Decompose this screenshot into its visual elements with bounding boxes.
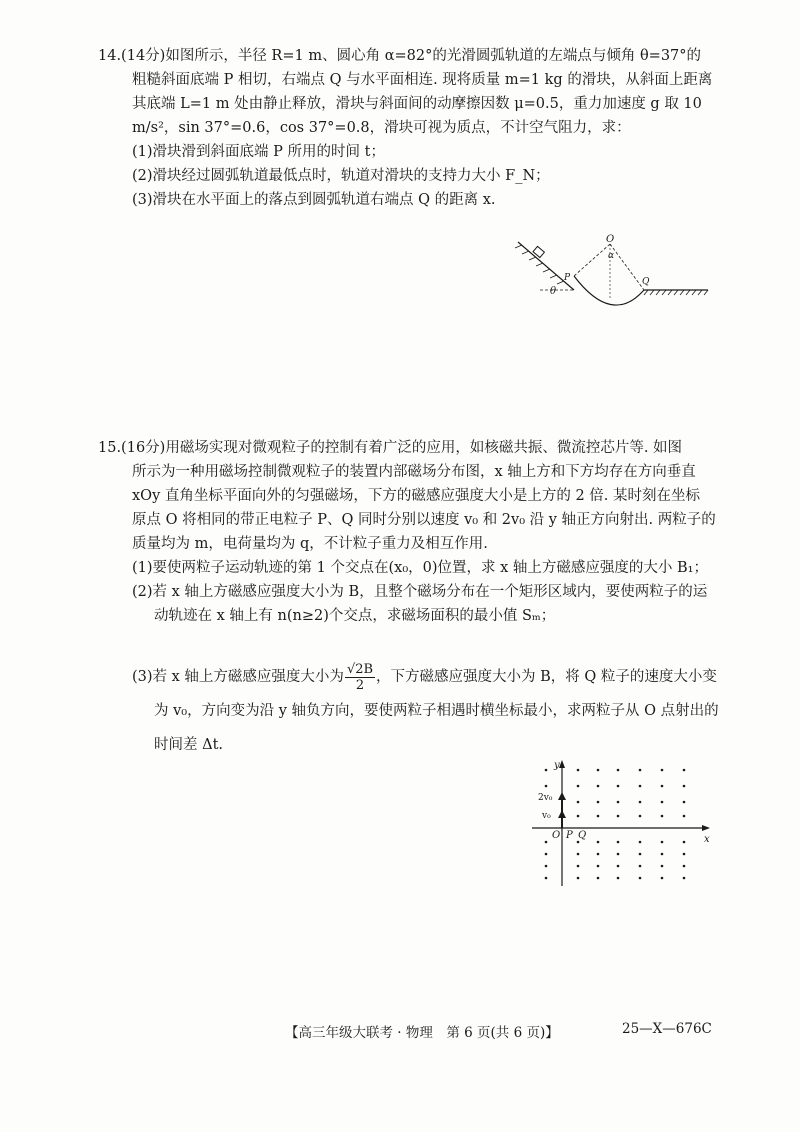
fraction-numerator: √2B: [346, 661, 374, 677]
field-dot: [577, 853, 580, 856]
point-p-label: P: [564, 273, 571, 283]
origin-o-label: O: [552, 830, 561, 841]
q15-figure: [528, 758, 718, 888]
center-o-label: O: [606, 234, 615, 245]
field-dot: [577, 841, 580, 844]
field-dot: [617, 841, 620, 844]
field-dot: [577, 865, 580, 868]
field-dot: [639, 865, 642, 868]
question-14: [98, 44, 738, 212]
field-dot: [577, 769, 580, 772]
field-dot: [597, 785, 600, 788]
field-dot: [683, 815, 686, 818]
ground-hatch: [644, 290, 708, 295]
q15-line-2: 所示为一种用磁场控制微观粒子的装置内部磁场分布图，x 轴上方和下方均存在方向垂直: [132, 464, 696, 480]
q14-sub-1: (1)滑块滑到斜面底端 P 所用的时间 t；: [132, 144, 385, 160]
field-dot: [661, 801, 664, 804]
field-dot: [661, 841, 664, 844]
field-dot: [661, 815, 664, 818]
field-dot: [661, 865, 664, 868]
q15-sub-3-line-2: 为 v₀，方向变为沿 y 轴负方向，要使两粒子相遇时横坐标最小，求两粒子从 O 点射出的: [154, 703, 719, 719]
velocity-v0-head: [558, 810, 566, 818]
field-dot: [683, 853, 686, 856]
question-15: [98, 436, 738, 628]
field-dot: [597, 865, 600, 868]
q14-line-1: 14.(14分)如图所示，半径 R=1 m、圆心角 α=82°的光滑圆弧轨道的左端点与倾角 θ=37°的: [98, 48, 702, 64]
q14-figure: [512, 234, 712, 304]
point-q-label: Q: [642, 277, 650, 287]
label-v0: v₀: [542, 811, 551, 821]
field-dot: [639, 769, 642, 772]
arc-track: [574, 276, 644, 305]
q15-sub-3-line-3: 时间差 Δt.: [154, 737, 224, 753]
field-dot: [639, 785, 642, 788]
field-dot: [639, 801, 642, 804]
q14-line-4: m/s²，sin 37°=0.6，cos 37°=0.8，滑块可视为质点，不计空气阻力，求：: [132, 120, 631, 136]
field-dot: [577, 877, 580, 880]
field-dot: [545, 785, 548, 788]
q15-sub-2: (2)若 x 轴上方磁感应强度大小为 B，且整个磁场分布在一个矩形区域内，要使两粒子的运: [132, 584, 708, 600]
alpha-label: α: [608, 251, 615, 261]
field-dot: [577, 785, 580, 788]
field-dot: [617, 877, 620, 880]
field-dot: [639, 877, 642, 880]
field-dot: [683, 877, 686, 880]
x-axis-arrow: [702, 825, 710, 831]
field-dot: [617, 801, 620, 804]
velocity-2v0-head: [558, 792, 566, 800]
field-dot: [661, 769, 664, 772]
point-p-label: P: [566, 830, 573, 841]
x-axis-label: x: [704, 834, 710, 845]
field-dot: [683, 801, 686, 804]
q14-line-2: 粗糙斜面底端 P 相切，右端点 Q 与水平面相连. 现将质量 m=1 kg 的滑块，从斜面上距离: [132, 72, 713, 88]
field-dot: [683, 841, 686, 844]
field-dot: [683, 865, 686, 868]
field-dot: [577, 801, 580, 804]
footer-code: 25—X—676C: [622, 1021, 712, 1037]
q15-line-1: 15.(16分)用磁场实现对微观粒子的控制有着广泛的应用，如核磁共振、微流控芯片等. 如图: [98, 440, 683, 456]
q15-line-3: xOy 直角坐标平面向外的匀强磁场，下方的磁感应强度大小是上方的 2 倍. 某时刻在坐标: [132, 488, 701, 504]
footer-page-info: 【高三年级大联考 · 物理 第 6 页(共 6 页)】: [285, 1025, 559, 1041]
q15-sub-3-text-a: (3)若 x 轴上方磁感应强度大小为: [132, 669, 344, 685]
y-axis-label: y: [554, 760, 560, 771]
q15-line-4: 原点 O 将相同的带正电粒子 P、Q 同时分别以速度 v₀ 和 2v₀ 沿 y 轴正方向射出. 两粒子的: [132, 512, 716, 528]
field-dot: [597, 877, 600, 880]
q14-sub-3: (3)滑块在水平面上的落点到圆弧轨道右端点 Q 的距离 x.: [132, 192, 496, 208]
field-dot: [617, 815, 620, 818]
field-dot: [639, 841, 642, 844]
q15-sub-2-cont: 动轨迹在 x 轴上有 n(n≥2)个交点，求磁场面积的最小值 Sₘ；: [154, 608, 556, 624]
field-dot: [577, 815, 580, 818]
field-dot: [597, 853, 600, 856]
field-dot: [545, 853, 548, 856]
point-q-label: Q: [578, 830, 587, 841]
field-dot: [617, 785, 620, 788]
q15-sub-3-line-1: [98, 660, 738, 694]
field-dot: [545, 877, 548, 880]
label-2v0: 2v₀: [538, 793, 553, 803]
y-axis-arrow: [559, 760, 565, 768]
q14-sub-2: (2)滑块经过圆弧轨道最低点时，轨道对滑块的支持力大小 F_N；: [132, 168, 550, 184]
radius-oq: [610, 244, 644, 290]
field-dot: [683, 769, 686, 772]
field-dot: [545, 865, 548, 868]
field-dot: [597, 815, 600, 818]
field-dot: [617, 865, 620, 868]
field-dot: [661, 877, 664, 880]
field-dot: [597, 769, 600, 772]
field-dot: [545, 841, 548, 844]
theta-label: θ: [550, 286, 557, 297]
field-dot: [639, 853, 642, 856]
magnetic-field-dots: [545, 769, 686, 880]
field-dot: [661, 785, 664, 788]
field-dot: [617, 853, 620, 856]
q15-sub-3: [98, 660, 738, 762]
field-dot: [597, 841, 600, 844]
fraction-root2b-over-2: [345, 662, 375, 693]
field-dot: [639, 815, 642, 818]
field-dot: [683, 785, 686, 788]
field-dot: [545, 769, 548, 772]
radius-op: [574, 244, 610, 276]
field-dot: [597, 801, 600, 804]
field-dot: [661, 853, 664, 856]
q15-sub-3-text-b: ，下方磁感应强度大小为 B，将 Q 粒子的速度大小变: [376, 669, 717, 685]
q15-line-5: 质量均为 m，电荷量均为 q，不计粒子重力及相互作用.: [132, 536, 488, 552]
fraction-denominator: 2: [355, 677, 365, 693]
q14-line-3: 其底端 L=1 m 处由静止释放，滑块与斜面间的动摩擦因数 μ=0.5，重力加速度 g 取 10: [132, 96, 702, 112]
q15-sub-1: (1)要使两粒子运动轨迹的第 1 个交点在(x₀，0)位置，求 x 轴上方磁感应强度的大小 B₁；: [132, 560, 708, 576]
field-dot: [617, 769, 620, 772]
